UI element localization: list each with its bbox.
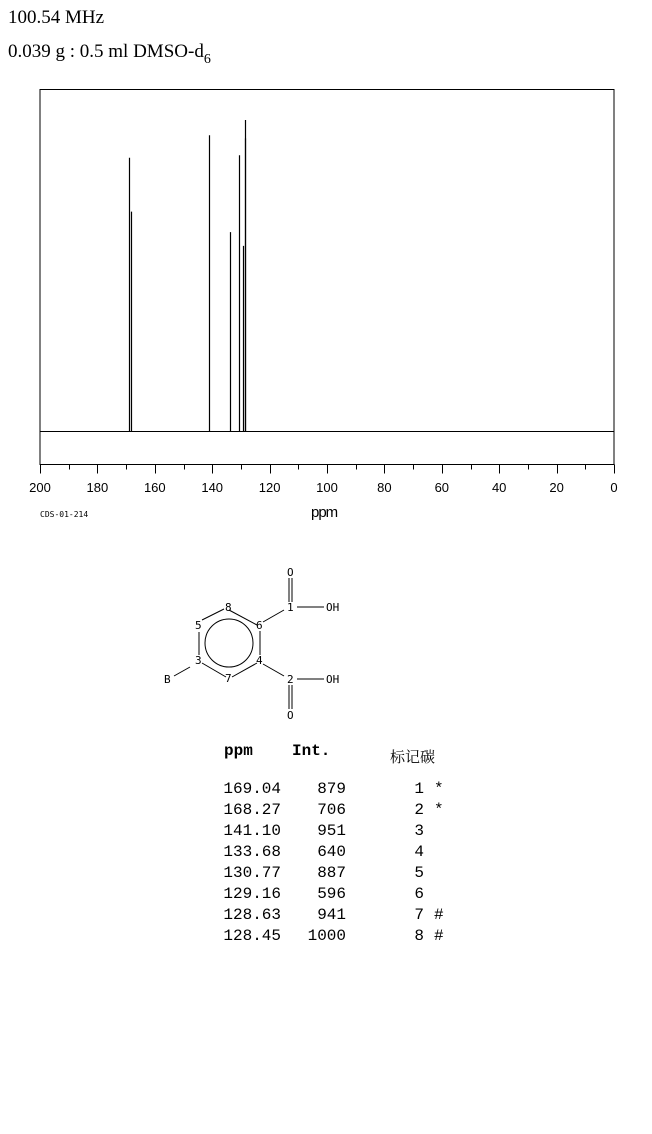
cell-mark: *: [434, 801, 444, 819]
cell-mark: *: [434, 780, 444, 798]
cell-int: 596: [317, 885, 346, 903]
x-axis-label: ppm: [311, 504, 338, 521]
bond: [202, 609, 224, 620]
cell-ppm: 133.68: [223, 843, 281, 861]
cell-ppm: 169.04: [223, 780, 281, 798]
x-tick-label: 180: [86, 480, 109, 495]
bond: [232, 663, 257, 677]
atom-label-4: 4: [256, 654, 263, 667]
atom-label-o-bottom: O: [287, 709, 294, 722]
atom-label-o-top: O: [287, 566, 294, 579]
table-row: [200, 927, 460, 948]
cell-label: 1: [414, 780, 424, 798]
x-tick-label: 120: [258, 480, 281, 495]
cell-label: 7: [414, 906, 424, 924]
x-tick-label: 100: [316, 480, 338, 495]
cell-ppm: 128.63: [223, 906, 281, 924]
cell-ppm: 141.10: [223, 822, 281, 840]
bond: [263, 610, 284, 622]
atom-label-8: 8: [225, 601, 232, 614]
cell-int: 879: [317, 780, 346, 798]
aromatic-ring: [205, 619, 253, 667]
x-tick-label: 80: [377, 480, 392, 495]
cell-label: 3: [414, 822, 424, 840]
x-tick-label: 40: [491, 480, 507, 495]
peak-table-header-ppm: ppm: [224, 742, 253, 760]
cell-int: 887: [317, 864, 346, 882]
cell-int: 1000: [307, 927, 346, 945]
cell-int: 706: [317, 801, 346, 819]
atom-label-oh-bottom: OH: [326, 673, 340, 686]
bond: [174, 667, 190, 676]
table-row: [200, 906, 460, 927]
atom-label-3: 3: [195, 654, 202, 667]
cell-ppm: 129.16: [223, 885, 281, 903]
peak-table-header-int: Int.: [292, 742, 331, 760]
table-row: [200, 780, 460, 801]
peak-table-header-label: 标记碳: [390, 748, 436, 766]
sample-text: 0.039 g : 0.5 ml DMSO-d: [8, 41, 204, 62]
atom-label-5: 5: [195, 619, 202, 632]
cell-mark: #: [434, 927, 444, 945]
cell-label: 5: [414, 864, 424, 882]
x-tick-label: 140: [201, 480, 224, 495]
cell-label: 2: [414, 801, 424, 819]
table-row: [200, 864, 460, 885]
atom-label-6: 6: [256, 619, 263, 632]
catalog-id: CDS-01-214: [40, 510, 89, 519]
atom-label-b: B: [164, 673, 171, 686]
x-tick-label: 160: [143, 480, 166, 495]
cell-ppm: 128.45: [223, 927, 281, 945]
x-tick-label: 60: [434, 480, 450, 495]
atom-label-2: 2: [287, 673, 294, 686]
bond: [202, 663, 226, 677]
atom-label-7: 7: [225, 672, 232, 685]
cell-ppm: 168.27: [223, 801, 281, 819]
table-row: [200, 843, 460, 864]
cell-label: 4: [414, 843, 424, 861]
cell-int: 951: [317, 822, 346, 840]
bond: [229, 610, 257, 625]
bond: [263, 664, 284, 676]
cell-label: 6: [414, 885, 424, 903]
x-tick-label: 200: [29, 480, 51, 495]
cell-label: 8: [414, 927, 424, 945]
cell-ppm: 130.77: [223, 864, 281, 882]
cell-int: 640: [317, 843, 346, 861]
x-tick-label: 0: [610, 480, 618, 495]
spectrometer-frequency: 100.54 MHz: [8, 7, 105, 28]
table-row: [200, 822, 460, 843]
x-tick-label: 20: [549, 480, 564, 495]
cell-mark: #: [434, 906, 444, 924]
atom-label-1: 1: [287, 601, 294, 614]
table-row: [200, 885, 460, 906]
table-row: [200, 801, 460, 822]
sample-subscript: 6: [203, 52, 211, 67]
atom-label-oh-top: OH: [326, 601, 340, 614]
cell-int: 941: [317, 906, 346, 924]
